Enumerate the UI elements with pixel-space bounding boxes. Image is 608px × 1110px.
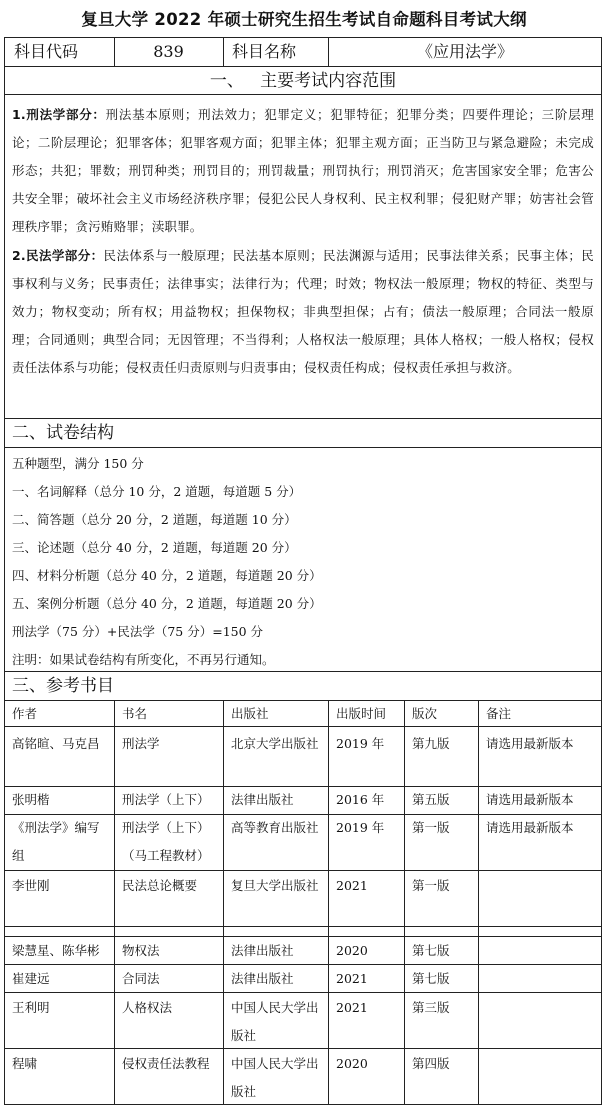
book-title: 物权法	[122, 943, 160, 958]
book-title: 民法总论概要	[122, 878, 198, 893]
book-year: 2019 年	[336, 820, 385, 835]
book-year: 2019 年	[336, 736, 385, 751]
book-edition: 第七版	[412, 943, 450, 958]
book-year: 2020	[336, 943, 368, 958]
header-divider	[223, 37, 224, 66]
subject-code-label: 科目代码	[14, 42, 79, 61]
row-divider	[4, 726, 602, 727]
book-remark: 请选用最新版本	[486, 820, 574, 835]
row-divider	[4, 671, 602, 672]
book-edition: 第七版	[412, 971, 450, 986]
document-title: 复旦大学 2022 年硕士研究生招生考试自命题科目考试大纲	[81, 10, 527, 29]
row-divider	[4, 926, 602, 927]
column-divider	[404, 700, 405, 1105]
structure-line: 二、简答题（总分 20 分，2 道题，每道题 10 分）	[12, 512, 297, 527]
column-divider	[114, 700, 115, 1105]
book-publisher: 复旦大学出版社	[231, 878, 319, 893]
column-divider	[223, 700, 224, 1105]
book-author: 崔建远	[12, 971, 50, 986]
subject-name-label: 科目名称	[232, 42, 297, 61]
row-divider	[4, 870, 602, 871]
structure-line: 刑法学（75 分）+民法学（75 分）=150 分	[12, 624, 264, 639]
column-header-publisher: 出版社	[231, 706, 269, 721]
book-year: 2020	[336, 1056, 368, 1071]
book-author: 张明楷	[12, 792, 50, 807]
column-header-author: 作者	[12, 706, 38, 721]
book-year: 2016 年	[336, 792, 385, 807]
book-title: 刑法学（上下）（马工程教材）	[122, 820, 210, 863]
book-author: 程啸	[12, 1056, 38, 1071]
row-divider	[4, 700, 602, 701]
subject-code-value: 839	[153, 42, 184, 61]
book-publisher: 北京大学出版社	[231, 736, 319, 751]
column-divider	[478, 700, 479, 1105]
book-edition: 第三版	[412, 1000, 450, 1015]
column-header-title: 书名	[122, 706, 148, 721]
book-title: 人格权法	[122, 1000, 173, 1015]
row-divider	[4, 418, 602, 419]
book-publisher: 法律出版社	[231, 943, 294, 958]
book-publisher: 中国人民大学出版社	[231, 1056, 319, 1099]
book-edition: 第四版	[412, 1056, 450, 1071]
row-divider	[4, 992, 602, 993]
column-header-year: 出版时间	[336, 706, 387, 721]
criminal-law-label: 1.刑法学部分：	[12, 107, 106, 122]
book-title: 侵权责任法教程	[122, 1056, 210, 1071]
book-publisher: 法律出版社	[231, 971, 294, 986]
book-title: 刑法学	[122, 736, 160, 751]
book-title: 合同法	[122, 971, 160, 986]
row-divider	[4, 66, 602, 67]
structure-line: 五种题型，满分 150 分	[12, 456, 144, 471]
book-edition: 第一版	[412, 820, 450, 835]
book-publisher: 高等教育出版社	[231, 820, 319, 835]
criminal-law-paragraph	[12, 101, 594, 241]
civil-law-paragraph	[12, 242, 594, 382]
book-remark: 请选用最新版本	[486, 792, 574, 807]
book-publisher: 法律出版社	[231, 792, 294, 807]
structure-line: 四、材料分析题（总分 40 分，2 道题，每道题 20 分）	[12, 568, 322, 583]
section-heading-scope: 一、 主要考试内容范围	[209, 71, 397, 91]
book-author: 梁慧星、陈华彬	[12, 943, 100, 958]
book-edition: 第五版	[412, 792, 450, 807]
book-publisher: 中国人民大学出版社	[231, 1000, 319, 1043]
book-year: 2021	[336, 1000, 368, 1015]
subject-name-value: 《应用法学》	[416, 42, 513, 61]
row-divider	[4, 94, 602, 95]
structure-line: 注明：如果试卷结构有所变化，不再另行通知。	[12, 652, 275, 667]
book-author: 高铭暄、马克昌	[12, 736, 100, 751]
section-heading-references: 三、参考书目	[12, 676, 114, 696]
book-remark: 请选用最新版本	[486, 736, 574, 751]
book-author: 《刑法学》编写组	[12, 820, 100, 863]
structure-line: 一、名词解释（总分 10 分，2 道题，每道题 5 分）	[12, 484, 302, 499]
book-year: 2021	[336, 878, 368, 893]
criminal-law-topics: 刑法基本原则；刑法效力；犯罪定义；犯罪特征；犯罪分类；四要件理论；三阶层理论；二阶层理论；犯罪客体；犯罪客观方面；犯罪主体；犯罪主观方面；正当防卫与紧急避险；未完成形态；共犯；罪数；刑罚种类；刑罚目的；刑罚裁量；刑罚执行；刑罚消灭；危害国家安全罪；危害公共安全罪；破坏社会主义市场经济秩序罪；侵犯公民人身权利、民主权利罪；侵犯财产罪；妨害社会管理秩序罪；贪污贿赂罪；渎职罪。	[12, 107, 595, 234]
book-author: 李世刚	[12, 878, 50, 893]
structure-line: 三、论述题（总分 40 分，2 道题，每道题 20 分）	[12, 540, 297, 555]
section-heading-structure: 二、试卷结构	[12, 423, 114, 443]
civil-law-label: 2.民法学部分：	[12, 248, 104, 263]
book-edition: 第一版	[412, 878, 450, 893]
column-divider	[328, 700, 329, 1105]
book-year: 2021	[336, 971, 368, 986]
structure-line: 五、案例分析题（总分 40 分，2 道题，每道题 20 分）	[12, 596, 322, 611]
row-divider	[4, 447, 602, 448]
column-header-remark: 备注	[486, 706, 512, 721]
book-edition: 第九版	[412, 736, 450, 751]
civil-law-topics: 民法体系与一般原理；民法基本原则；民法渊源与适用；民事法律关系；民事主体；民事权利与义务；民事责任；法律事实；法律行为；代理；时效；物权法一般原理；物权的特征、类型与效力；物权变动；所有权；用益物权；担保物权；非典型担保；占有；债法一般原理；合同法一般原理；合同通则；典型合同；无因管理；不当得利；人格权法一般原理；具体人格权；一般人格权；侵权责任法体系与功能；侵权责任归责原则与归责事由；侵权责任构成；侵权责任承担与救济。	[12, 248, 595, 375]
book-author: 王利明	[12, 1000, 50, 1015]
book-title: 刑法学（上下）	[122, 792, 210, 807]
column-header-edition: 版次	[412, 706, 438, 721]
